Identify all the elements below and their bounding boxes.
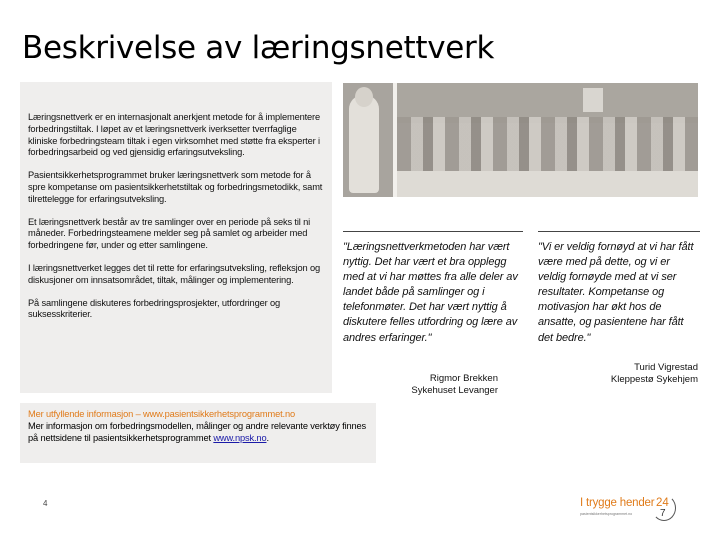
quote-text: "Vi er veldig fornøyd at vi har fått være med på dette, og vi er veldig fornøyde med at vi ser resultater. Kompetanse og motivasjon har økt hos de ansatte, og pasientene har fått det bedre." <box>538 241 694 344</box>
page-number: 4 <box>43 499 48 508</box>
attribution-name: Turid Vigrestad <box>634 362 698 373</box>
paragraph-structure: Et læringsnettverk består av tre samlinger over en periode på seks til ni måneder. Forbedringsteamene melder seg på samlet og arbeider med forbedringene før, under og etter samlingene. <box>28 216 311 251</box>
logo-subtitle: pasientsikkerhetsprogrammet.no <box>580 512 633 516</box>
more-info-body <box>28 421 373 445</box>
paragraph-sessions: På samlingene diskuteres forbedringsprosjekter, utfordringer og suksesskriterier. <box>28 297 281 320</box>
quote-attribution-2 <box>611 362 698 386</box>
photo-speaker-figure <box>349 95 379 193</box>
quote-attribution-1 <box>411 373 498 397</box>
quote-text: "Læringsnettverkmetoden har vært nyttig. Det har vært et bra opplegg med at vi har møttes fra alle deler av landet både på samlinger og i telefonmøter. Det har vært nyttig å diskutere felles utfordring og lære av andres erfaringer." <box>343 241 518 344</box>
quote-block-1 <box>343 231 523 346</box>
slide-title: Beskrivelse av læringsnettverk <box>22 30 495 66</box>
photo-audience <box>397 117 698 177</box>
description-panel <box>20 82 332 393</box>
npsk-link[interactable]: www.npsk.no <box>213 432 267 443</box>
attribution-organization: Sykehuset Levanger <box>411 385 498 396</box>
photo-speaker-head <box>355 87 373 107</box>
quote-divider <box>343 231 523 232</box>
paragraph-intro: Læringsnettverk er en internasjonalt anerkjent metode for å implementere forbedringstiltak. I løpet av et læringsnettverk iverksetter tverrfaglige kliniske forbedringsteam tiltak i egen virksomhet med støtte fra eksperter i forbedringsarbeid og ved gjensidig erfaringsutveksling. <box>28 112 321 158</box>
logo-text: I trygge hender <box>580 497 655 509</box>
attribution-organization: Kleppestø Sykehjem <box>610 374 698 385</box>
more-info-trailing: . <box>266 432 269 443</box>
quote-block-2 <box>538 231 700 346</box>
attribution-name: Rigmor Brekken <box>429 373 498 384</box>
i-trygge-hender-logo <box>580 497 685 523</box>
photo-table <box>397 171 698 197</box>
more-info-text: Mer informasjon om forbedringsmodellen, målinger og andre relevante verktøy finnes på nettsidene til pasientsikkerhetsprogrammet <box>28 420 367 443</box>
quote-divider <box>538 231 700 232</box>
learning-network-photo <box>343 83 698 197</box>
photo-poster <box>583 88 603 112</box>
more-info-heading: Mer utfyllende informasjon – www.pasientsikkerhetsprogrammet.no <box>28 409 295 419</box>
paragraph-exchange: I læringsnettverket legges det til rette for erfaringsutveksling, refleksjon og diskusjoner om innsatsområdet, tiltak, målinger og implementering. <box>28 262 320 285</box>
logo-number-7: 7 <box>660 508 666 519</box>
paragraph-program: Pasientsikkerhetsprogrammet bruker læringsnettverk som metode for å spre kompetanse om pasientsikkerhetstiltak og forbedringsmetodikk, samt tilrettelegge for erfaringsutveksling. <box>28 170 323 204</box>
photo-speaker-section <box>343 83 393 197</box>
logo-number-24: 24 <box>656 497 669 509</box>
more-info-box <box>20 403 376 463</box>
